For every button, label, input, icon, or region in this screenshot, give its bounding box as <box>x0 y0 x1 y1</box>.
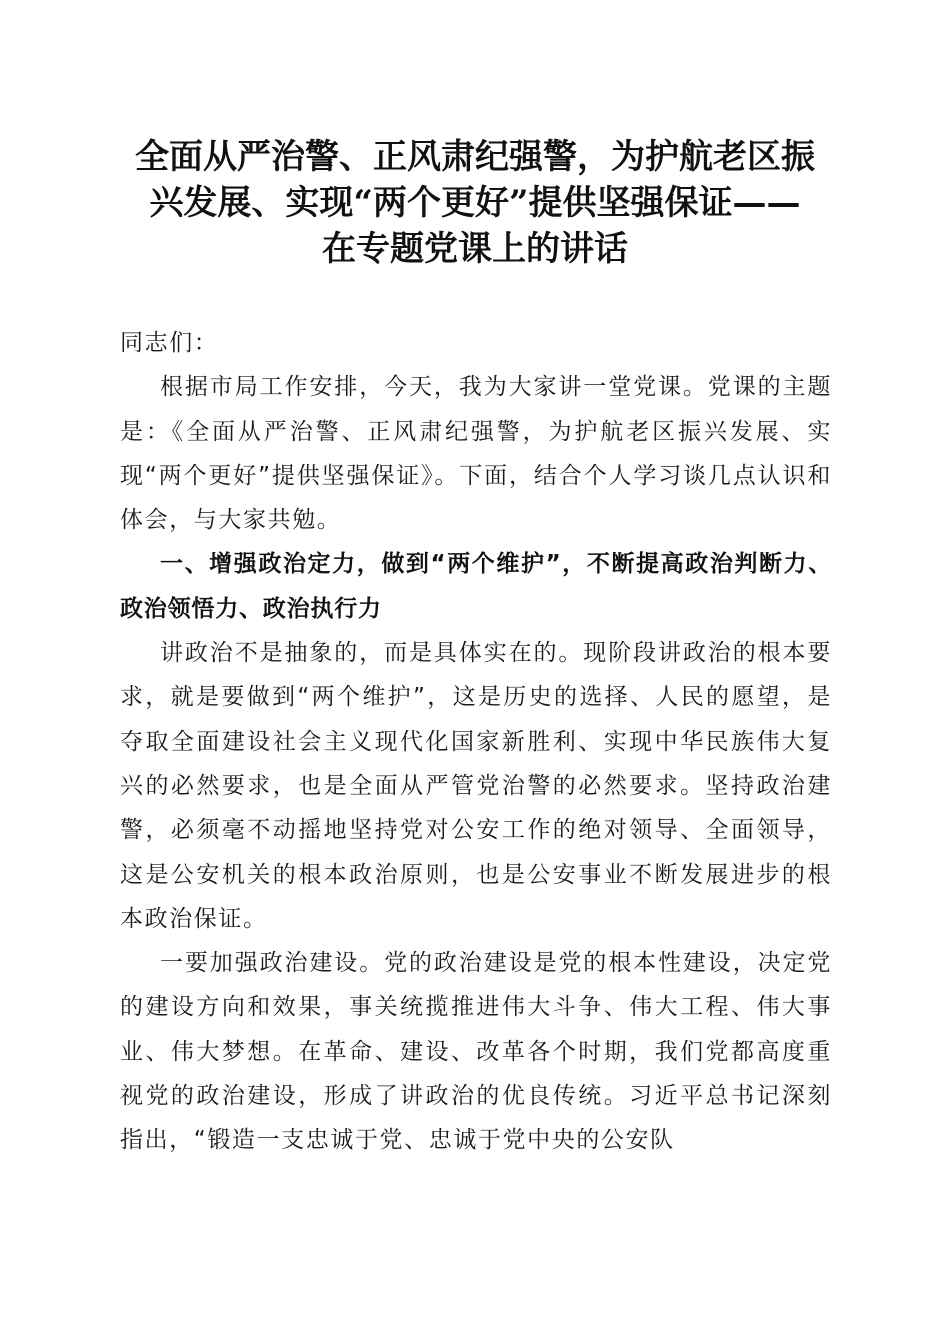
title-line-3: 在专题党课上的讲话 <box>322 229 628 269</box>
document-title <box>110 134 840 272</box>
salutation: 同志们： <box>120 330 219 356</box>
title-line-2: 兴发展、实现“两个更好”提供坚强保证—— <box>149 183 801 223</box>
section-heading-1: 一、增强政治定力，做到“两个维护”，不断提高政治判断力、政治领悟力、政治执行力 <box>120 551 832 622</box>
paragraph-intro: 根据市局工作安排，今天，我为大家讲一堂党课。党课的主题是：《全面从严治警、正风肃纪强警，为护航老区振兴发展、实现“两个更好”提供坚强保证》。下面，结合个人学习谈几点认识和体会，与大家共勉。 <box>120 374 832 534</box>
paragraph-politics: 讲政治不是抽象的，而是具体实在的。现阶段讲政治的根本要求，就是要做到“两个维护”，这是历史的选择、人民的愿望，是夺取全面建设社会主义现代化国家新胜利、实现中华民族伟大复兴的必然要求，也是全面从严管党治警的必然要求。坚持政治建警，必须毫不动摇地坚持党对公安工作的绝对领导、全面领导，这是公安机关的根本政治原则，也是公安事业不断发展进步的根本政治保证。 <box>120 640 832 932</box>
title-line-1: 全面从严治警、正风肃纪强警，为护航老区振 <box>135 137 815 177</box>
document-body <box>120 321 832 1163</box>
paragraph-political-building: 一要加强政治建设。党的政治建设是党的根本性建设，决定党的建设方向和效果，事关统揽推进伟大斗争、伟大工程、伟大事业、伟大梦想。在革命、建设、改革各个时期，我们党都高度重视党的政治建设，形成了讲政治的优良传统。习近平总书记深刻指出，“锻造一支忠诚于党、忠诚于党中央的公安队 <box>120 950 832 1154</box>
